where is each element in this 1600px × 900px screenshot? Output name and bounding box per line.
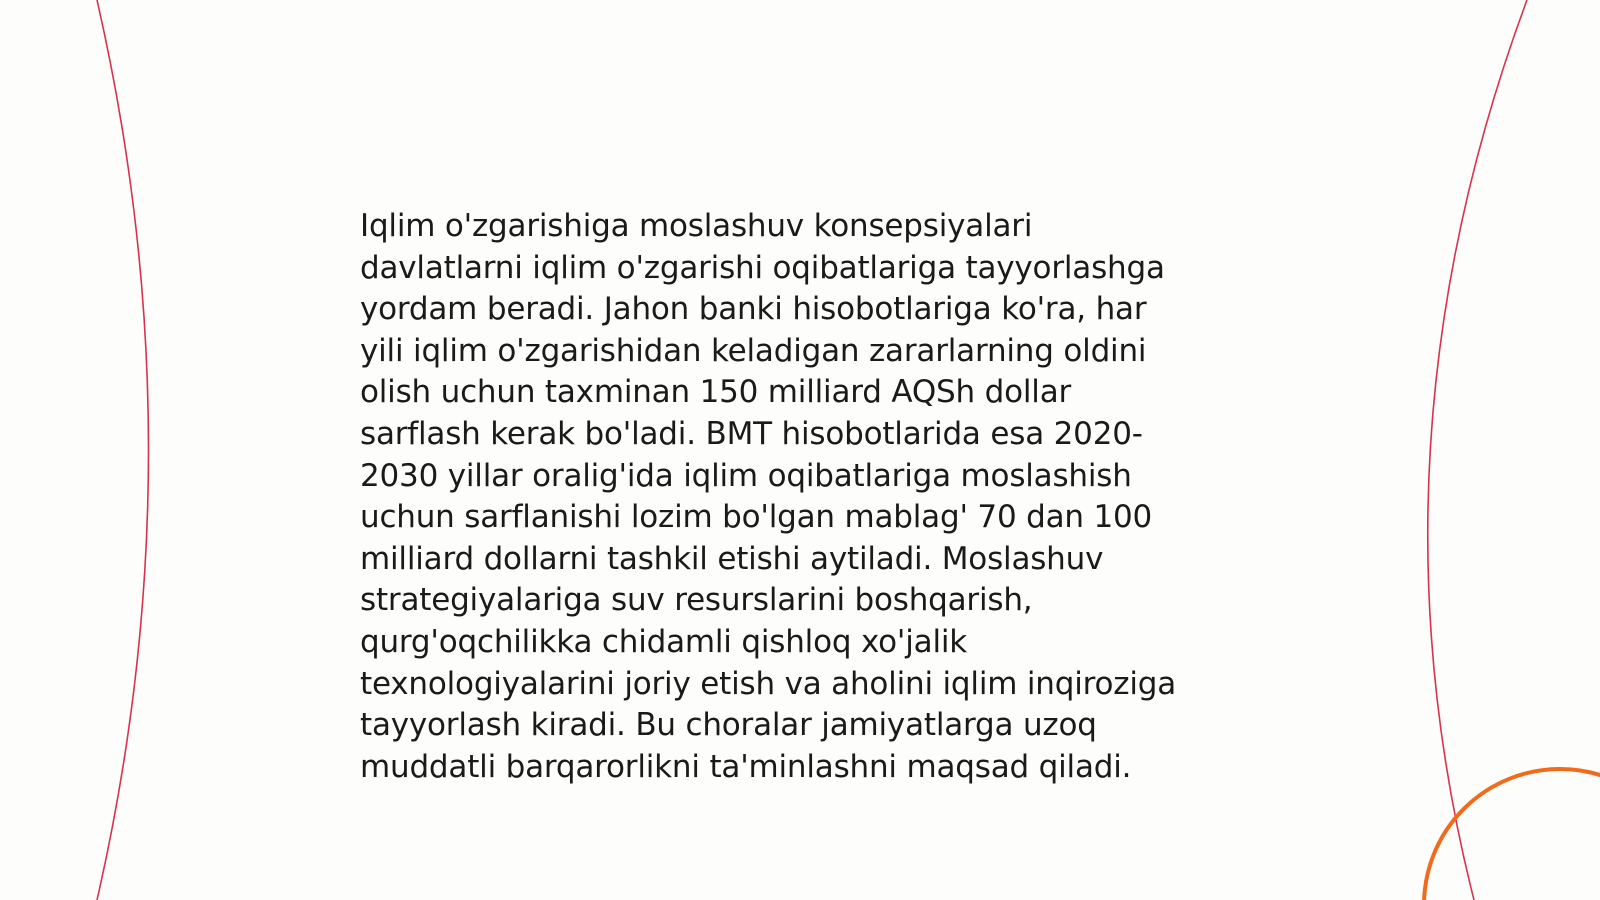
paragraph-line: tayyorlash kiradi. Bu choralar jamiyatlarga uzoq [360,707,1097,744]
right-curve-decoration [1428,0,1527,900]
paragraph-line: sarflash kerak bo'ladi. BMT hisobotlarida esa 2020- [360,415,1143,452]
body-paragraph [360,206,1240,788]
paragraph-line: strategiyalariga suv resurslarini boshqarish, [360,582,1033,619]
paragraph-line: milliard dollarni tashkil etishi aytiladi. Moslashuv [360,540,1104,577]
paragraph-line: uchun sarflanishi lozim bo'lgan mablag' 70 dan 100 [360,499,1153,536]
paragraph-line: yili iqlim o'zgarishidan keladigan zararlarning oldini [360,332,1147,369]
paragraph-line: texnologiyalarini joriy etish va aholini iqlim inqiroziga [360,665,1177,702]
paragraph-line: 2030 yillar oralig'ida iqlim oqibatlariga moslashish [360,457,1132,494]
paragraph-line: yordam beradi. Jahon banki hisobotlariga ko'ra, har [360,291,1147,328]
left-curve-decoration [97,0,149,900]
paragraph-line: muddatli barqarorlikni ta'minlashni maqsad qiladi. [360,748,1132,785]
paragraph-line: qurg'oqchilikka chidamli qishloq xo'jalik [360,623,968,660]
paragraph-line: davlatlarni iqlim o'zgarishi oqibatlariga tayyorlashga [360,249,1165,286]
paragraph-line: Iqlim o'zgarishiga moslashuv konsepsiyalari [360,208,1033,244]
paragraph-line: olish uchun taxminan 150 milliard AQSh dollar [360,374,1072,411]
